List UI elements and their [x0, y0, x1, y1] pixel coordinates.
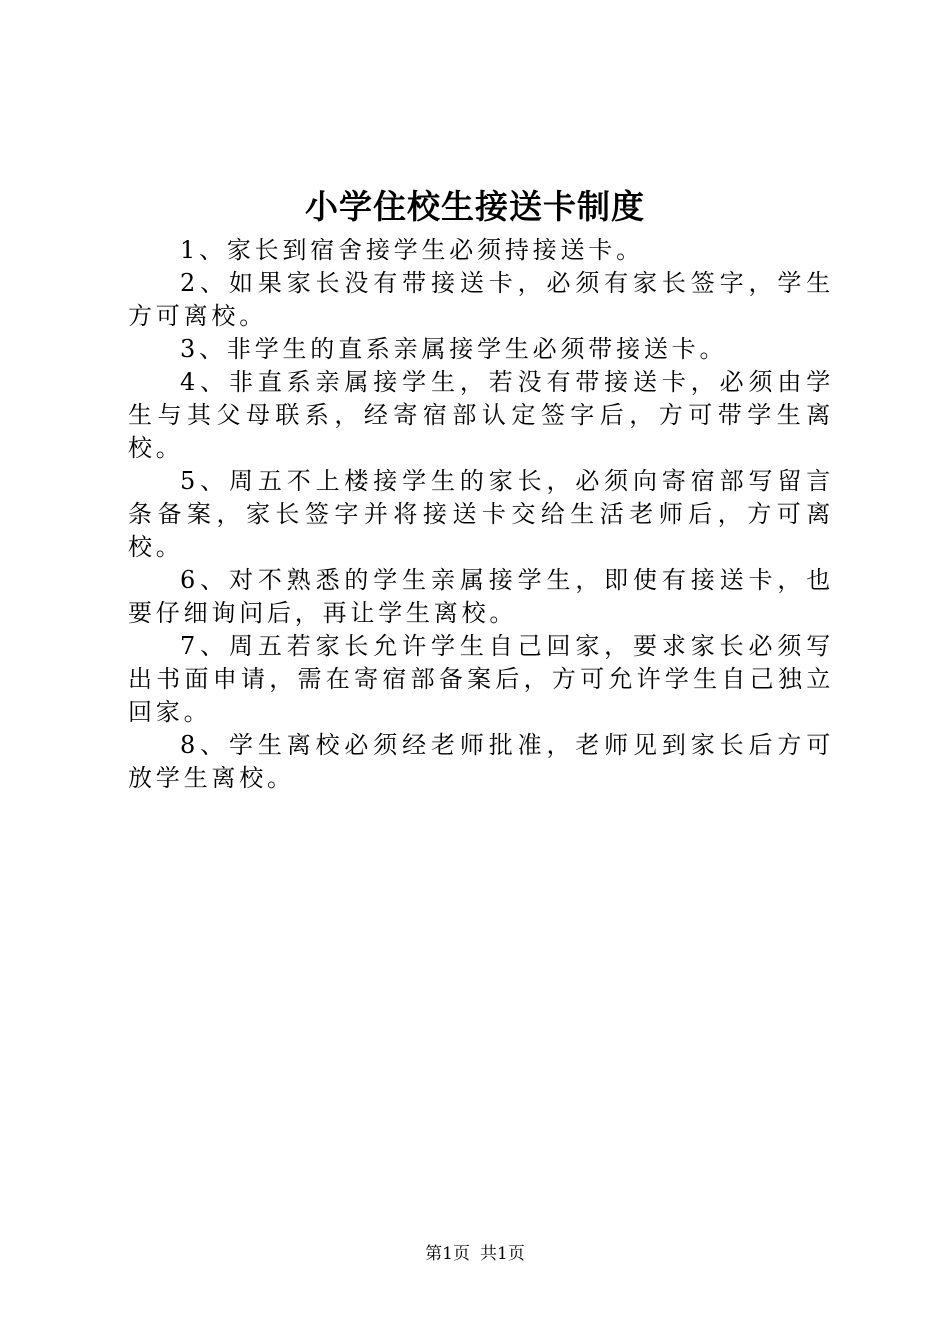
rule-paragraph-4: 4、非直系亲属接学生，若没有带接送卡，必须由学生与其父母联系，经寄宿部认定签字后，方可带学生离校。 [128, 368, 834, 462]
document-title: 小学住校生接送卡制度 [305, 187, 645, 226]
page-number-total: 共1页 [480, 1244, 525, 1264]
rule-paragraph-6: 6、对不熟悉的学生亲属接学生，即使有接送卡，也要仔细询问后，再让学生离校。 [128, 566, 834, 627]
rule-paragraph-7: 7、周五若家长允许学生自己回家，要求家长必须写出书面申请，需在寄宿部备案后，方可允许学生自己独立回家。 [128, 632, 834, 726]
document-body [128, 234, 834, 795]
rule-paragraph-2: 2、如果家长没有带接送卡，必须有家长签字，学生方可离校。 [128, 269, 834, 330]
rule-paragraph-1: 1、家长到宿舍接学生必须持接送卡。 [180, 236, 644, 264]
rule-paragraph-8: 8、学生离校必须经老师批准，老师见到家长后方可放学生离校。 [128, 731, 834, 792]
page-footer [0, 1242, 950, 1266]
rule-paragraph-5: 5、周五不上楼接学生的家长，必须向寄宿部写留言条备案，家长签字并将接送卡交给生活老师后，方可离校。 [128, 467, 834, 561]
rule-paragraph-3: 3、非学生的直系亲属接学生必须带接送卡。 [180, 335, 728, 363]
page-number-current: 第1页 [425, 1244, 470, 1264]
